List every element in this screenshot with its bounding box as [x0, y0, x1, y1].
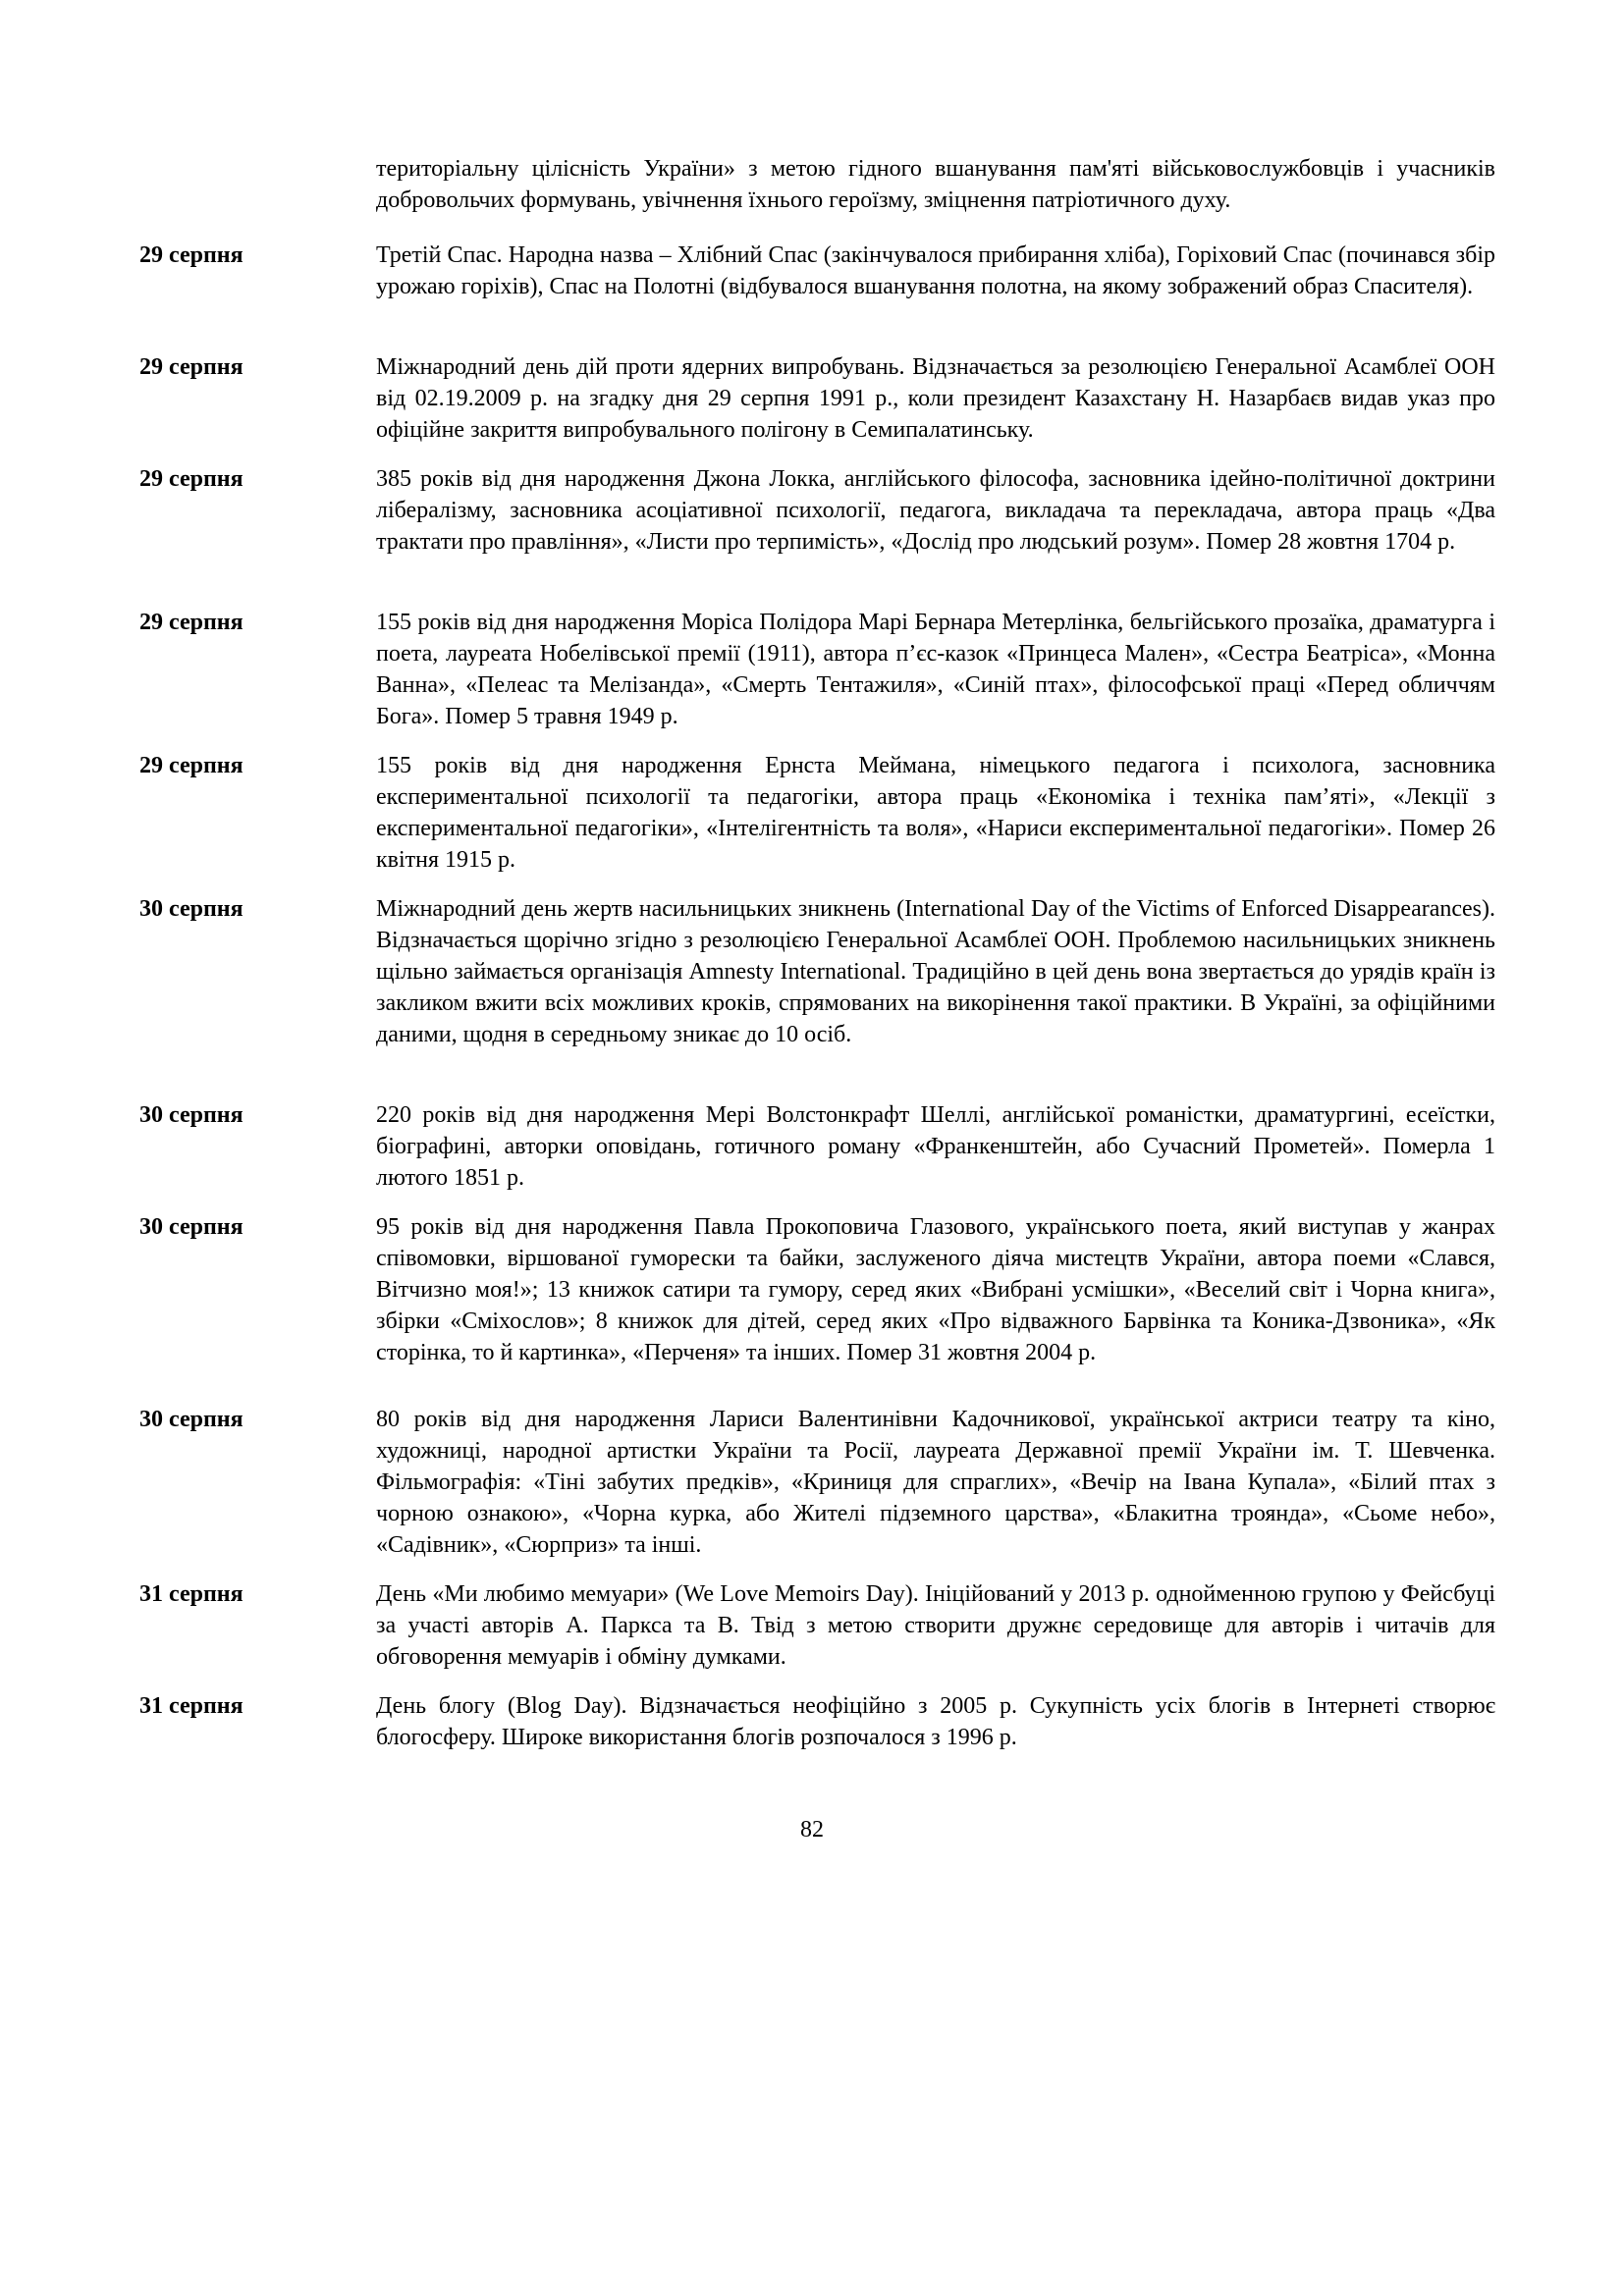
entry-date: 30 серпня — [139, 1102, 244, 1128]
entry-text: Третій Спас. Народна назва – Хлібний Спас (закінчувалося прибирання хліба), Горіховий Спас (починався збір урожаю горіхів), Спас на Полотні (відбувалося вшанування полотна, на якому зображений образ Спасителя). — [376, 242, 1495, 299]
page-number: 82 — [800, 1817, 824, 1842]
entry-date: 30 серпня — [139, 1214, 244, 1240]
entry-date: 31 серпня — [139, 1693, 244, 1719]
entry-date: 31 серпня — [139, 1581, 244, 1607]
entry-date: 29 серпня — [139, 466, 244, 492]
entry-text: 80 років від дня народження Лариси Валентинівни Кадочникової, української актриси театру та кіно, художниці, народної артистки України та Росії, лауреата Державної премії України ім. Т. Шевченка. Фільмографія: «Тіні забутих предків», «Криниця для спраглих», «Вечір на Івана Купала», «Білий птах з чорною ознакою», «Чорна курка, або Жителі підземного царства», «Блакитна троянда», «Сьоме небо», «Садівник», «Сюрприз» та інші. — [376, 1407, 1495, 1558]
entry-date: 29 серпня — [139, 242, 244, 268]
entry-text: 95 років від дня народження Павла Прокоповича Глазового, українського поета, який виступав у жанрах співомовки, віршованої гуморески та байки, заслуженого діяча мистецтв України, автора поеми «Слався, Вітчизно моя!»; 13 книжок сатири та гумору, серед яких «Вибрані усмішки», «Веселий світ і Чорна книга», збірки «Сміхослов»; 8 книжок для дітей, серед яких «Про відважного Барвінка та Коника-Дзвоника», «Як сторінка, то й картинка», «Перченя» та інших. Помер 31 жовтня 2004 р. — [376, 1214, 1495, 1365]
entry-date: 29 серпня — [139, 753, 244, 778]
entry-text: 155 років від дня народження Моріса Полідора Марі Бернара Метерлінка, бельгійського прозаїка, драматурга і поета, лауреата Нобелівської премії (1911), автора п’єс-казок «Принцеса Мален», «Сестра Беатріса», «Монна Ванна», «Пелеас та Мелізанда», «Смерть Тентажиля», «Синій птах», філософської праці «Перед обличчям Бога». Помер 5 травня 1949 р. — [376, 610, 1495, 729]
entry-date: 30 серпня — [139, 1407, 244, 1432]
entry-text: 385 років від дня народження Джона Локка, англійського філософа, засновника ідейно-політичної доктрини лібералізму, засновника асоціативної психології, педагога, викладача та перекладача, автора праць «Два трактати про правління», «Листи про терпимість», «Дослід про людський розум». Помер 28 жовтня 1704 р. — [376, 466, 1495, 555]
entry-date: 29 серпня — [139, 610, 244, 635]
entry-date: 30 серпня — [139, 896, 244, 922]
entry-text: День «Ми любимо мемуари» (We Love Memoirs Day). Ініційований у 2013 р. однойменною групою у Фейсбуці за участі авторів А. Паркса та В. Твід з метою створити дружнє середовище для авторів і читачів для обговорення мемуарів і обміну думками. — [376, 1581, 1495, 1670]
entry-date: 29 серпня — [139, 354, 244, 380]
entry-text: 220 років від дня народження Мері Волстонкрафт Шеллі, англійської романістки, драматургині, есеїстки, біографині, авторки оповідань, готичного роману «Франкенштейн, або Сучасний Прометей». Померла 1 лютого 1851 р. — [376, 1102, 1495, 1191]
entry-text: 155 років від дня народження Ернста Меймана, німецького педагога і психолога, засновника експериментальної психології та педагогіки, автора праць «Економіка і техніка пам’яті», «Лекції з експериментальної педагогіки», «Інтелігентність та воля», «Нариси експериментальної педагогіки». Помер 26 квітня 1915 р. — [376, 753, 1495, 873]
entry-text: Міжнародний день жертв насильницьких зникнень (International Day of the Victims of Enforced Disappearances). Відзначається щорічно згідно з резолюцією Генеральної Асамблеї ООН. Проблемою насильницьких зникнень щільно займається організація Amnesty International. Традиційно в цей день вона звертається до урядів країн із закликом вжити всіх можливих кроків, спрямованих на викорінення такої практики. В Україні, за офіційними даними, щодня в середньому зникає до 10 осіб. — [376, 896, 1495, 1047]
continued-paragraph: територіальну цілісність України» з метою гідного вшанування пам'яті військовослужбовців і учасників добровольчих формувань, увічнення їхнього героїзму, зміцнення патріотичного духу. — [376, 156, 1495, 213]
entry-text: Міжнародний день дій проти ядерних випробувань. Відзначається за резолюцією Генеральної Асамблеї ООН від 02.19.2009 р. на згадку дня 29 серпня 1991 р., коли президент Казахстану Н. Назарбаєв видав указ про офіційне закриття випробувального полігону в Семипалатинську. — [376, 354, 1495, 443]
entry-text: День блогу (Blog Day). Відзначається неофіційно з 2005 р. Сукупність усіх блогів в Інтернеті створює блогосферу. Широке використання блогів розпочалося з 1996 р. — [376, 1693, 1495, 1750]
